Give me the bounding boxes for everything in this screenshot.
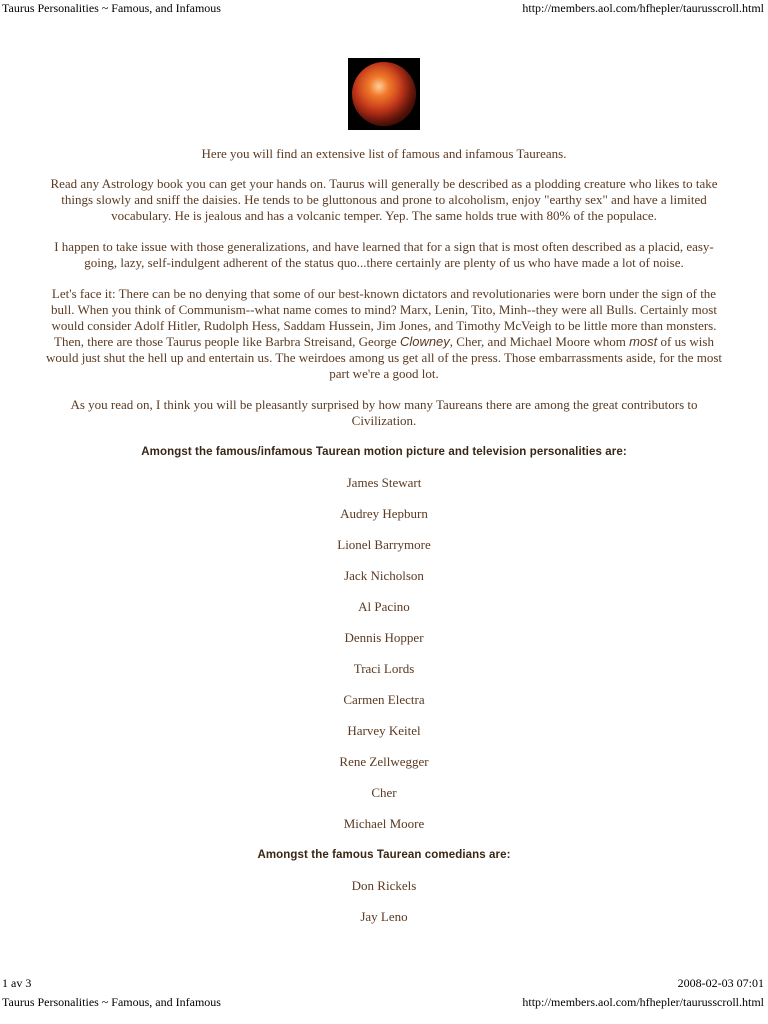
footer-url: http://members.aol.com/hfhepler/taurusscroll.html xyxy=(522,995,764,1009)
list-item: Jack Nicholson xyxy=(344,568,424,583)
heading-actors: Amongst the famous/infamous Taurean motion picture and television personalities are: xyxy=(141,446,627,458)
list-item: Traci Lords xyxy=(353,661,415,676)
header-title: Taurus Personalities ~ Famous, and Infamous xyxy=(2,1,221,15)
list-item: Carmen Electra xyxy=(343,692,425,707)
intro-text: Here you will find an extensive list of famous and infamous Taureans. xyxy=(201,146,567,161)
print-datetime: 2008-02-03 07:01 xyxy=(677,976,764,990)
list-item: Jay Leno xyxy=(360,909,408,924)
header-url: http://members.aol.com/hfhepler/taurusscroll.html xyxy=(522,1,764,15)
list-item: Michael Moore xyxy=(343,816,425,831)
list-item: Al Pacino xyxy=(358,599,410,614)
planet-icon xyxy=(352,62,416,126)
heading-comedians: Amongst the famous Taurean comedians are: xyxy=(257,849,511,861)
list-item: James Stewart xyxy=(346,475,422,490)
list-item: Audrey Hepburn xyxy=(340,506,428,521)
paragraph-2: I happen to take issue with those generalizations, and have learned that for a sign that is most often described as a placid, easy-going, lazy, self-indulgent adherent of the status quo...there certainly are plenty of us who have made a lot of noise. xyxy=(54,239,714,270)
list-item: Cher xyxy=(371,785,397,800)
list-item: Dennis Hopper xyxy=(344,630,424,645)
footer-title: Taurus Personalities ~ Famous, and Infamous xyxy=(2,995,221,1009)
taurus-planet-image xyxy=(348,58,420,130)
list-item: Harvey Keitel xyxy=(347,723,421,738)
list-item: Don Rickels xyxy=(351,878,417,893)
page-number: 1 av 3 xyxy=(2,976,32,990)
paragraph-4: As you read on, I think you will be pleasantly surprised by how many Taureans there are among the great contributors to Civilization. xyxy=(70,397,698,428)
list-item: Lionel Barrymore xyxy=(337,537,431,552)
list-item: Rene Zellwegger xyxy=(339,754,429,769)
paragraph-3: Let's face it: There can be no denying that some of our best-known dictators and revolutionaries were born under the sign of the bull. When you think of Communism--what name comes to mind? Marx, Lenin, Tito, Minh--they were all Bulls. Certainly most would consider Adolf Hitler, Rudolph Hess, Saddam Hussein, Jim Jones, and Timothy McVeigh to be little more than monsters. Then, there are those Taurus people like Barbra Streisand, George Clowney, Cher, and Michael Moore whom most of us wish would just shut the hell up and entertain us. The weirdoes among us get all of the press. Those embarrassments aside, for the most part we're a good lot. xyxy=(45,286,723,381)
paragraph-1: Read any Astrology book you can get your hands on. Taurus will generally be described as a plodding creature who likes to take things slowly and sniff the daisies. He tends to be gluttonous and prone to alcoholism, enjoy "earthy sex" and have a limited vocabulary. He is jealous and has a volcanic temper. Yep. The same holds true with 80% of the populace. xyxy=(50,176,718,223)
page-content xyxy=(40,58,728,940)
